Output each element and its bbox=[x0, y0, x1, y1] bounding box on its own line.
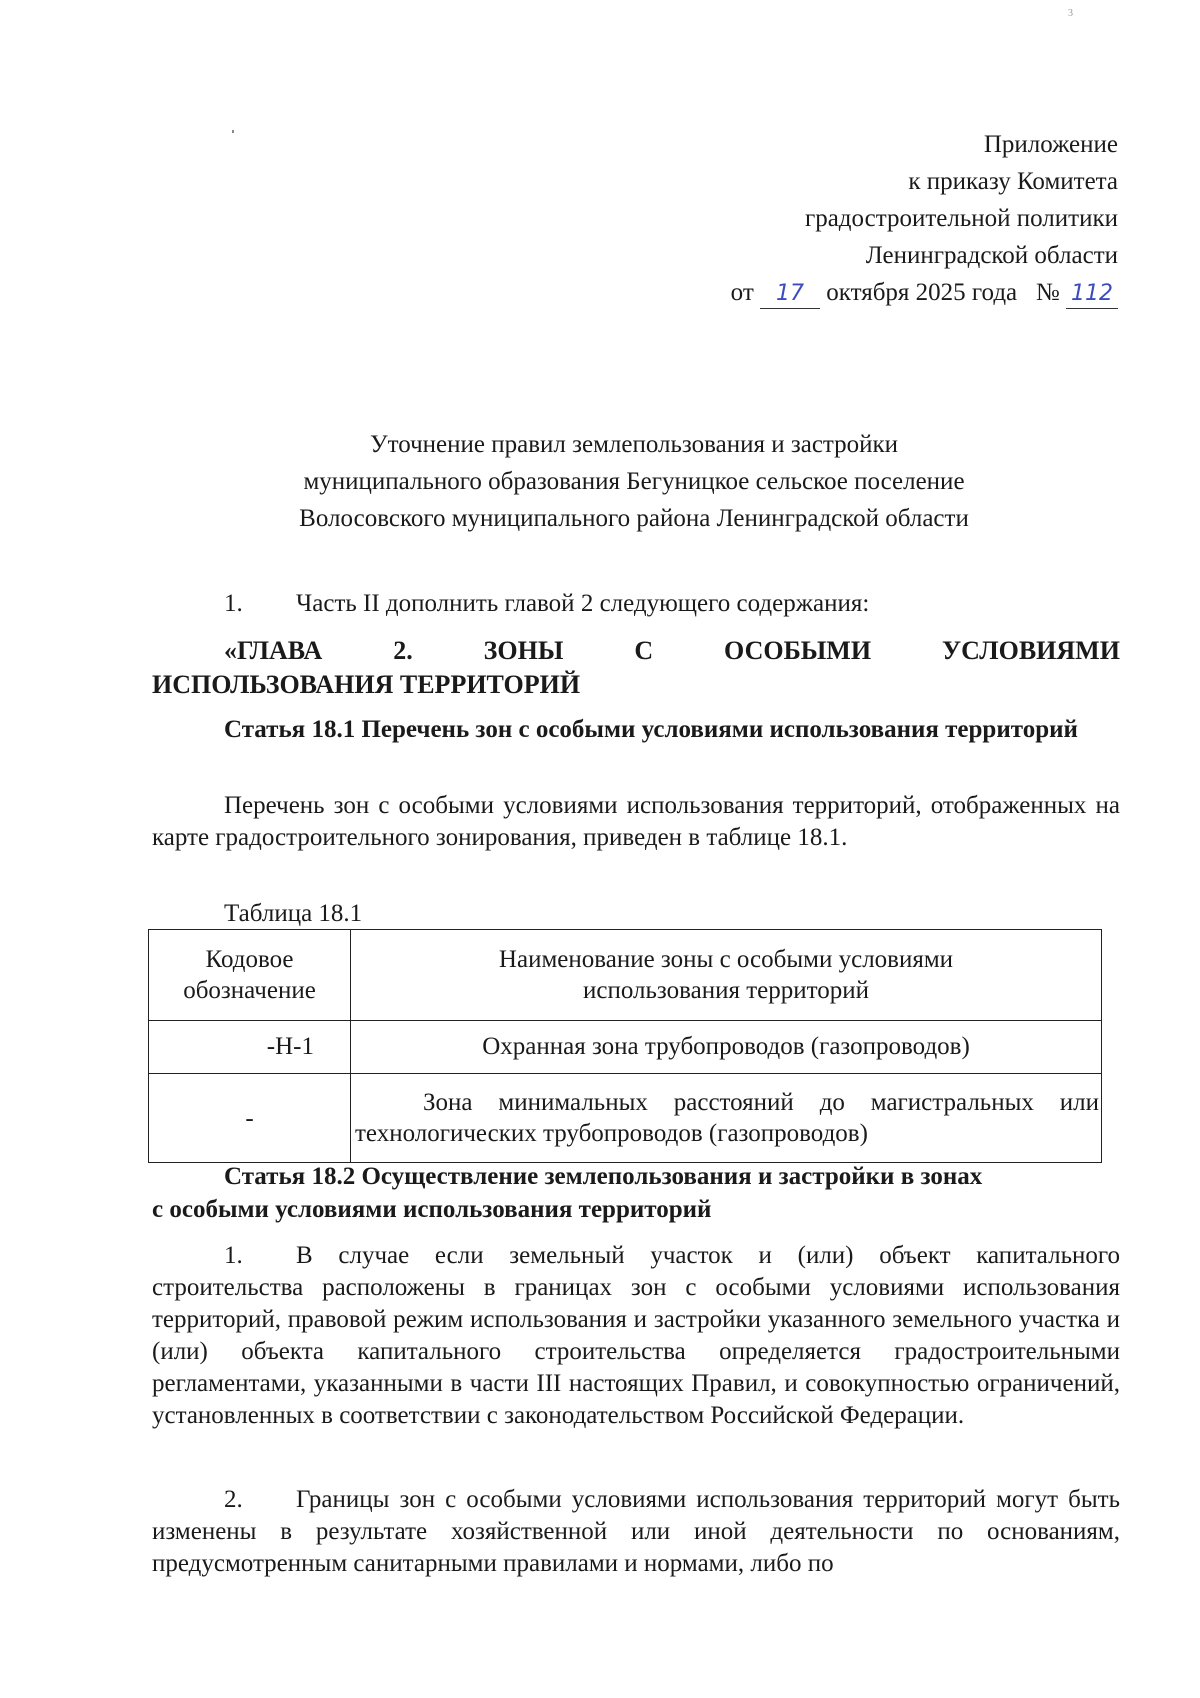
handwritten-number: 112 bbox=[1066, 280, 1118, 309]
item-1 bbox=[152, 588, 1120, 620]
title-line-1: Уточнение правил землепользования и застройки bbox=[369, 431, 899, 458]
cell-zone-name: Охранная зона трубопроводов (газопроводов) bbox=[351, 1021, 1102, 1074]
item-1-text: Часть II дополнить главой 2 следующего содержания: bbox=[296, 590, 870, 617]
header-zone-name-line-1: Наименование зоны с особыми условиями bbox=[498, 946, 954, 973]
document-title bbox=[150, 426, 1118, 537]
chapter-word: С bbox=[634, 636, 654, 665]
zones-table bbox=[148, 929, 1102, 1163]
chapter-word: «ГЛАВА bbox=[224, 636, 323, 665]
date-prefix: от bbox=[730, 279, 754, 306]
paragraph-1 bbox=[152, 1240, 1120, 1432]
appendix-line-1: Приложение bbox=[983, 131, 1118, 158]
title-line-2: муниципального образования Бегуницкое сельское поселение bbox=[303, 468, 965, 495]
cell-code: - bbox=[149, 1074, 351, 1163]
chapter-word: 2. bbox=[393, 636, 413, 665]
article-18-2-line-2: с особыми условиями использования территорий bbox=[152, 1196, 712, 1223]
paragraph-1-text: В случае если земельный участок и (или) объект капитального строительства расположены в границах зон с особыми условиями использования территорий, правовой режим использования и застройки указанного земельного участка и (или) объекта капитального строительства определяется градостроительными регламентами, указанными в части III настоящих Правил, и совокупностью ограничений, установленных в соответствии с законодательством Российской Федерации. bbox=[152, 1242, 1120, 1429]
article-18-2-line-1: Статья 18.2 Осуществление землепользования и застройки в зонах bbox=[224, 1163, 983, 1190]
chapter-heading-line-2: ИСПОЛЬЗОВАНИЯ ТЕРРИТОРИЙ bbox=[152, 670, 581, 699]
cell-zone-name: Зона минимальных расстояний до магистральных или технологических трубопроводов (газопроводов) bbox=[351, 1074, 1102, 1163]
table-row bbox=[149, 1074, 1102, 1163]
paragraph-2 bbox=[152, 1484, 1120, 1580]
table-row bbox=[149, 1021, 1102, 1074]
appendix-line-2: к приказу Комитета bbox=[908, 168, 1118, 195]
appendix-line-3: градостроительной политики bbox=[804, 205, 1118, 232]
appendix-date-line bbox=[731, 274, 1118, 311]
article-18-2-heading bbox=[152, 1160, 1120, 1226]
chapter-word: ЗОНЫ bbox=[483, 636, 564, 665]
paragraph-2-text: Границы зон с особыми условиями использования территорий могут быть изменены в результате хозяйственной или иной деятельности по основаниям, предусмотренным санитарными правилами и нормами, либо по bbox=[152, 1486, 1120, 1577]
number-label: № bbox=[1035, 279, 1060, 306]
header-code: Кодовое обозначение bbox=[149, 930, 351, 1021]
date-text: октября 2025 года bbox=[826, 279, 1018, 306]
page-corner-mark: 3 bbox=[1068, 8, 1073, 19]
paragraph-1-number: 1. bbox=[224, 1242, 243, 1269]
handwritten-day: 17 bbox=[760, 280, 820, 309]
article-18-1-heading: Статья 18.1 Перечень зон с особыми условиями использования территорий bbox=[224, 716, 1078, 743]
appendix-line-4: Ленинградской области bbox=[865, 242, 1118, 269]
chapter-heading bbox=[152, 634, 1120, 702]
chapter-word: ОСОБЫМИ bbox=[724, 636, 872, 665]
title-line-3: Волосовского муниципального района Ленинградской области bbox=[299, 505, 969, 532]
appendix-block bbox=[731, 126, 1118, 311]
chapter-word: УСЛОВИЯМИ bbox=[942, 636, 1120, 665]
cell-code: -Н-1 bbox=[149, 1021, 351, 1074]
paragraph-2-number: 2. bbox=[224, 1486, 243, 1513]
header-zone-name bbox=[351, 930, 1102, 1021]
list-intro-paragraph: Перечень зон с особыми условиями использования территорий, отображенных на карте градостроительного зонирования, приведен в таблице 18.1. bbox=[152, 792, 1120, 851]
item-1-number: 1. bbox=[224, 590, 243, 617]
table-header-row bbox=[149, 930, 1102, 1021]
chapter-heading-line-1 bbox=[152, 634, 1120, 668]
scan-speck bbox=[232, 130, 234, 133]
table-caption: Таблица 18.1 bbox=[224, 900, 363, 927]
header-zone-name-line-2: использования территорий bbox=[583, 977, 869, 1004]
